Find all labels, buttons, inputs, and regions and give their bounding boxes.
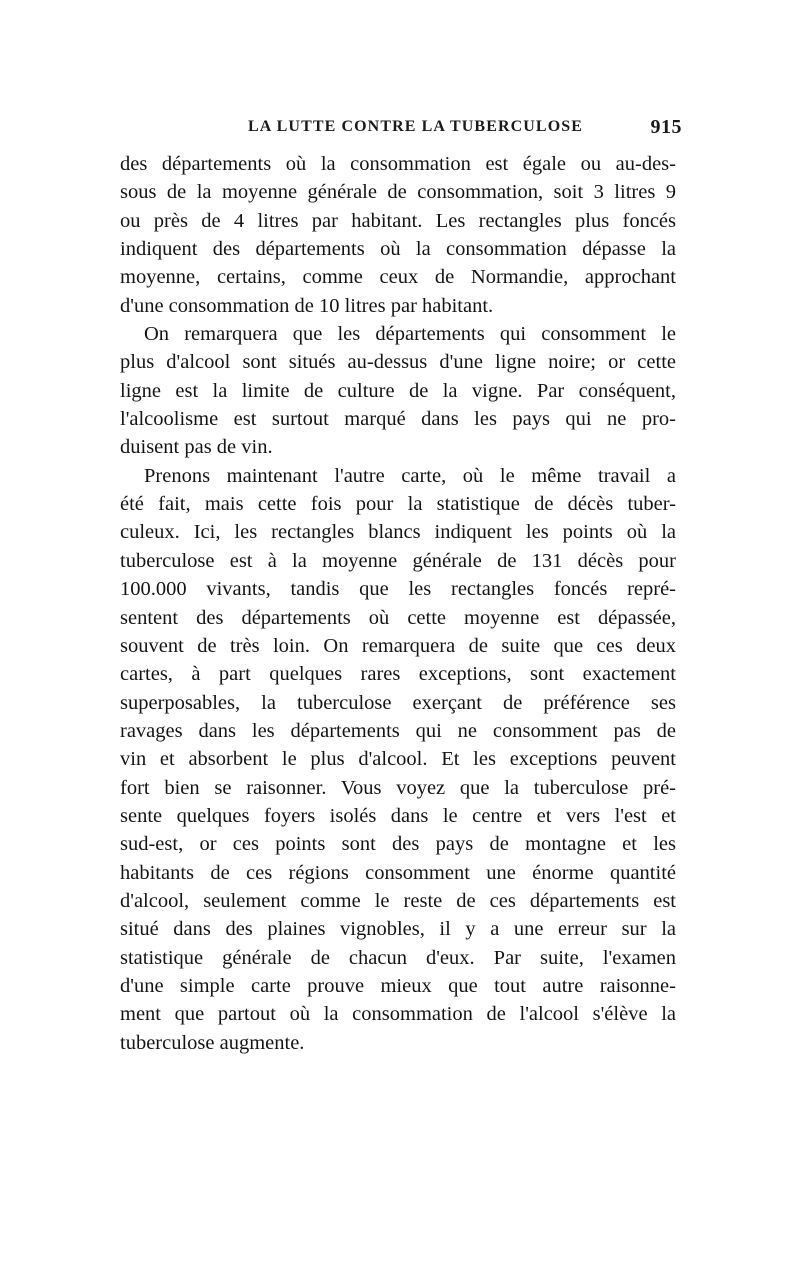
text-line: d'alcool, seulement comme le reste de ces départements est — [120, 889, 676, 912]
text-line: vin et absorbent le plus d'alcool. Et les exceptions peuvent — [120, 748, 676, 771]
text-line: sente quelques foyers isolés dans le centre et vers l'est et — [120, 804, 676, 827]
text-line: moyenne, certains, comme ceux de Normandie, approchant — [120, 266, 676, 289]
page-number: 915 — [650, 116, 682, 138]
text-line: cartes, à part quelques rares exceptions, sont exactement — [120, 663, 676, 686]
text-line: On remarquera que les départements qui consomment le — [144, 323, 676, 346]
body-text — [120, 150, 676, 1057]
text-line: situé dans des plaines vignobles, il y a une erreur sur la — [120, 918, 676, 941]
text-line: ment que partout où la consommation de l'alcool s'élève la — [120, 1003, 676, 1026]
text-line: plus d'alcool sont situés au-dessus d'une ligne noire; or cette — [120, 351, 676, 374]
text-line: été fait, mais cette fois pour la statistique de décès tuber- — [120, 493, 676, 516]
text-line: d'une consommation de 10 litres par habitant. — [120, 294, 494, 317]
text-line: 100.000 vivants, tandis que les rectangles foncés repré- — [120, 578, 676, 601]
text-line: statistique générale de chacun d'eux. Par suite, l'examen — [120, 946, 676, 969]
text-line: duisent pas de vin. — [120, 436, 273, 459]
text-line: l'alcoolisme est surtout marqué dans les pays qui ne pro- — [120, 408, 676, 431]
text-line: sud-est, or ces points sont des pays de montagne et les — [120, 833, 676, 856]
text-line: habitants de ces régions consomment une énorme quantité — [120, 861, 676, 884]
text-line: tuberculose est à la moyenne générale de 131 décès pour — [120, 549, 676, 572]
text-line: d'une simple carte prouve mieux que tout autre raisonne- — [120, 974, 676, 997]
text-line: sentent des départements où cette moyenne est dépassée, — [120, 606, 676, 629]
running-title: LA LUTTE CONTRE LA TUBERCULOSE — [248, 118, 584, 135]
text-line: ravages dans les départements qui ne consomment pas de — [120, 719, 676, 742]
text-line: souvent de très loin. On remarquera de suite que ces deux — [120, 634, 676, 657]
text-line: superposables, la tuberculose exerçant de préférence ses — [120, 691, 676, 714]
text-line: des départements où la consommation est égale ou au-des- — [120, 153, 676, 175]
text-line: sous de la moyenne générale de consommation, soit 3 litres 9 — [120, 181, 676, 204]
running-head — [118, 116, 682, 140]
text-line: indiquent des départements où la consommation dépasse la — [120, 238, 676, 261]
text-line: tuberculose augmente. — [120, 1031, 305, 1054]
text-line: culeux. Ici, les rectangles blancs indiquent les points où la — [120, 521, 676, 544]
text-line: ou près de 4 litres par habitant. Les rectangles plus foncés — [120, 209, 676, 232]
text-line: Prenons maintenant l'autre carte, où le même travail a — [144, 464, 676, 487]
text-line: fort bien se raisonner. Vous voyez que la tuberculose pré- — [120, 776, 676, 799]
text-line: ligne est la limite de culture de la vigne. Par conséquent, — [120, 379, 676, 402]
